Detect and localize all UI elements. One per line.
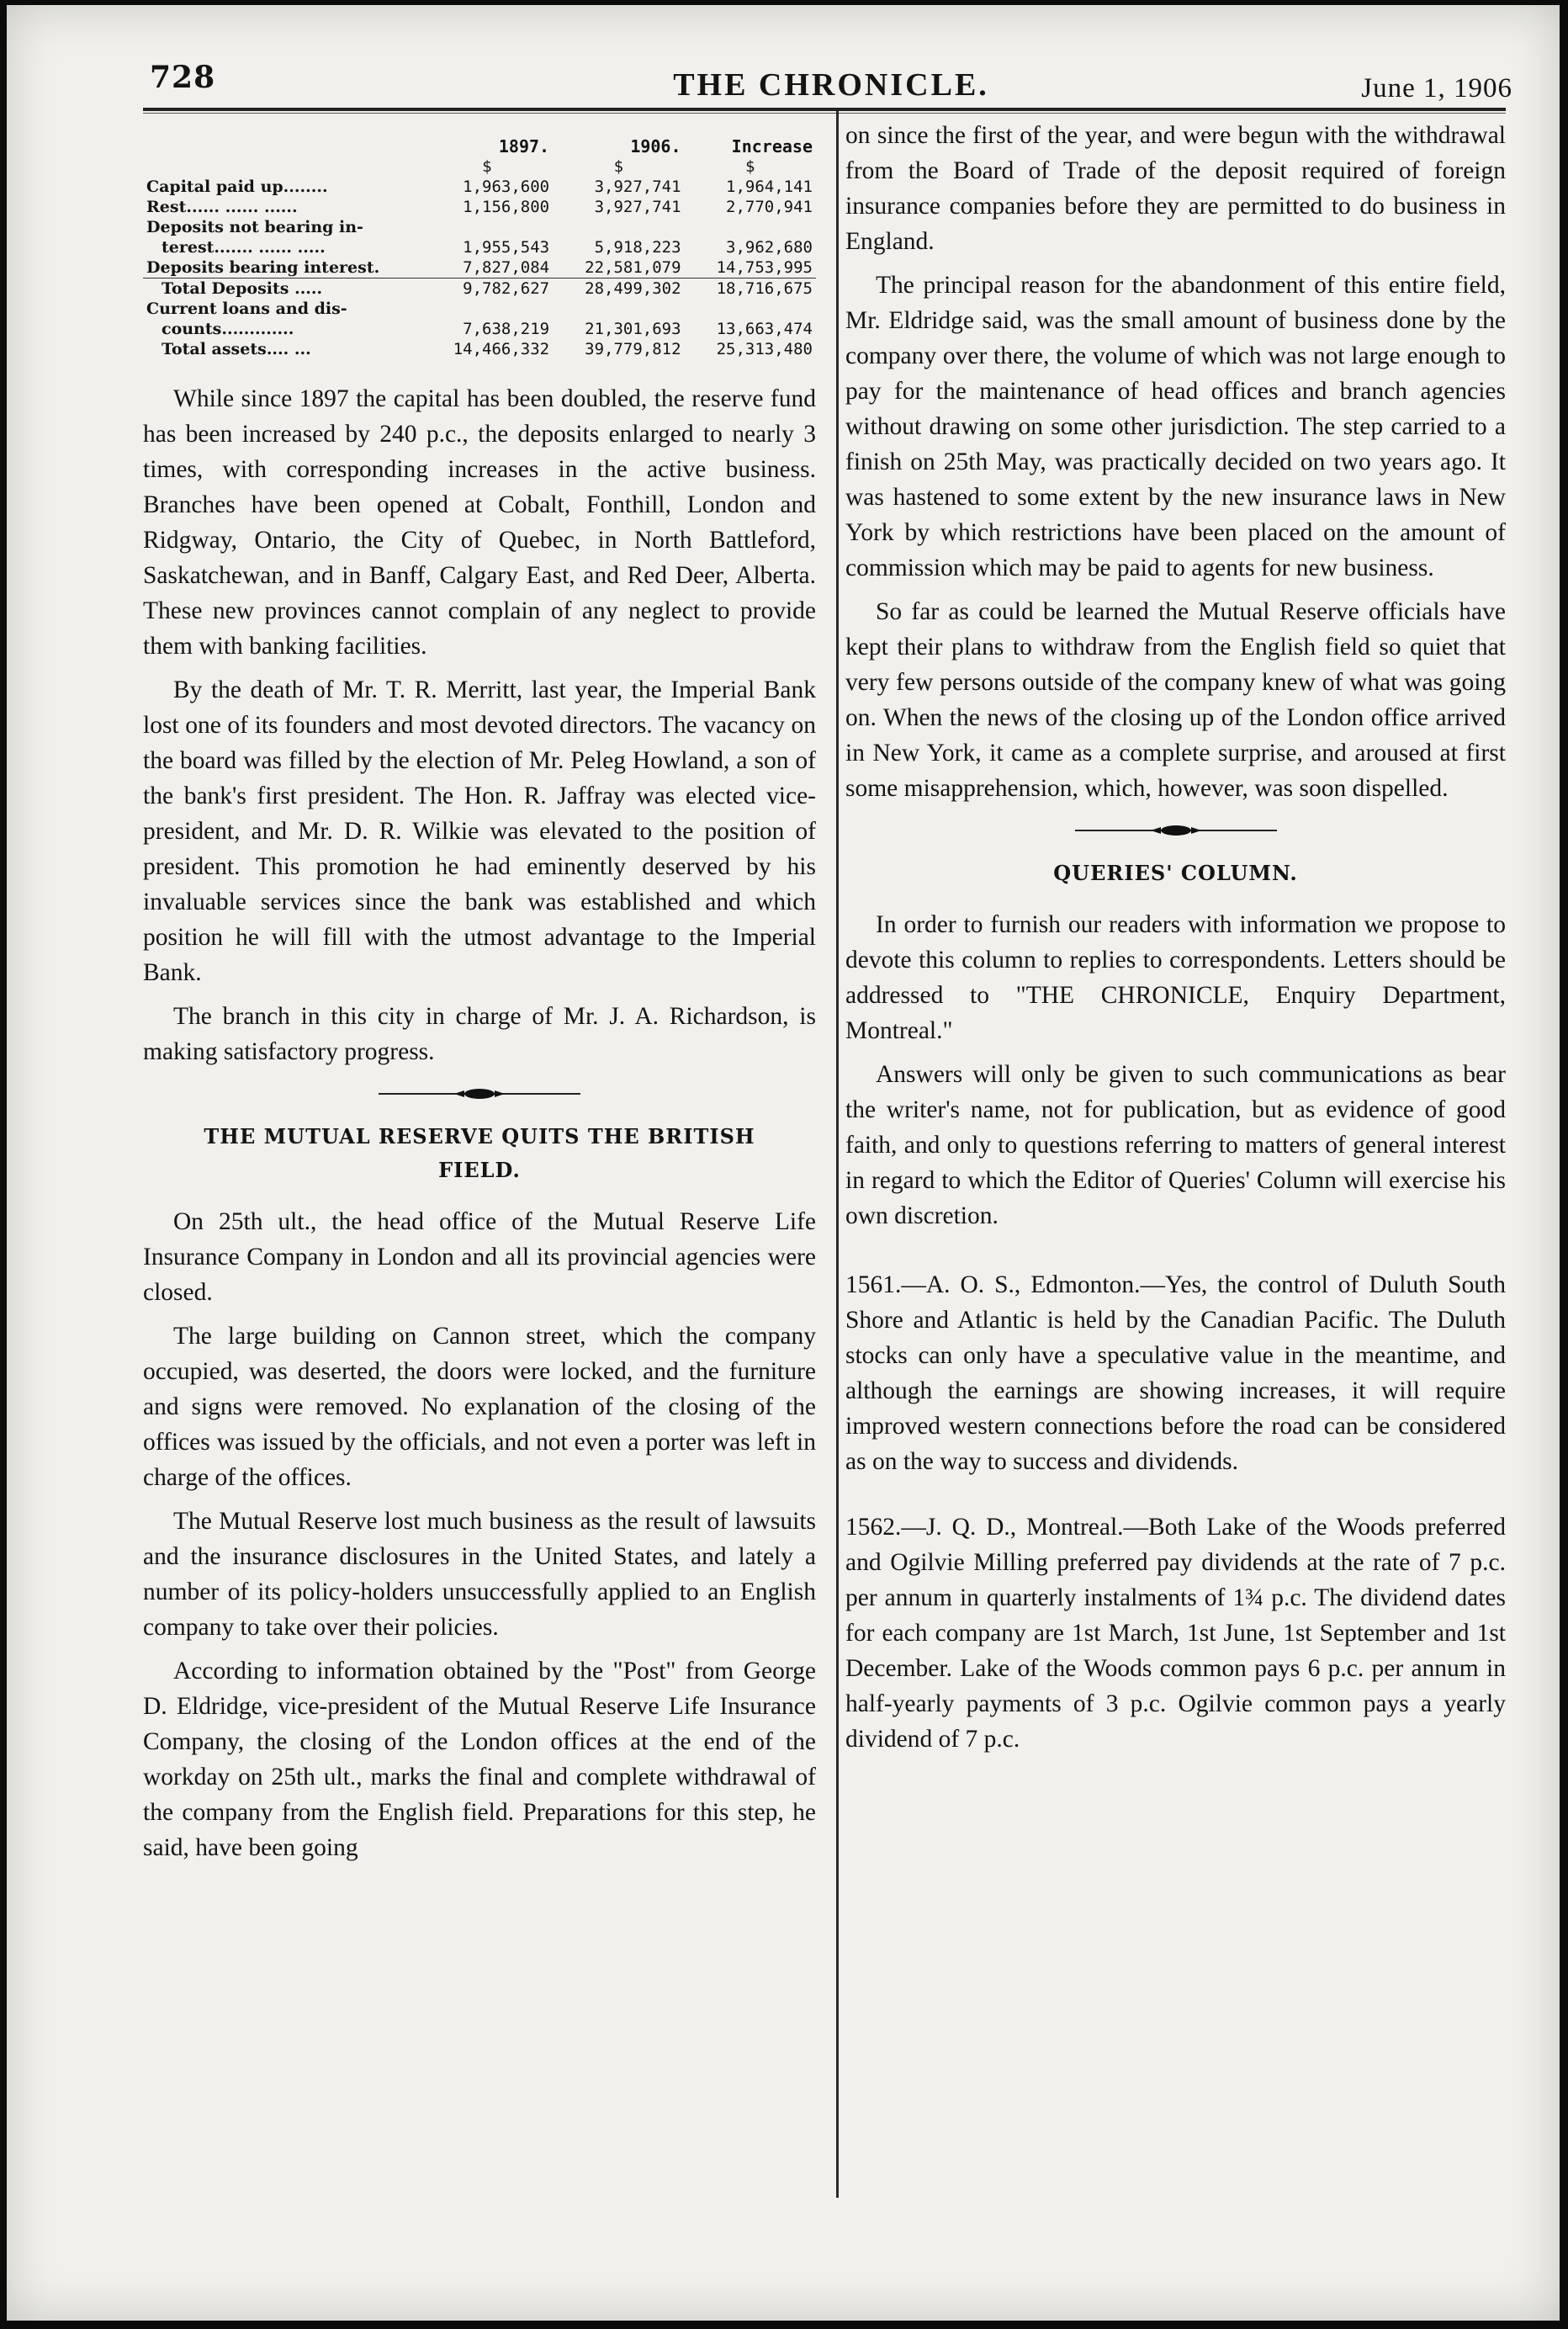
financial-table [143, 136, 816, 359]
article-paragraph: By the death of Mr. T. R. Merritt, last year, the Imperial Bank lost one of its founders and most devoted directors. The vacancy on the board was filled by the election of Mr. Peleg Howland, a son of the bank's first president. The Hon. R. Jaffray was elected vice-president, and Mr. D. R. Wilkie was elevated to the position of president. This promotion he had eminently deserved by his invaluable services since the bank was established and which position he will fill with the utmost advantage to the Imperial Bank. [143, 676, 816, 986]
value-1897 [421, 217, 553, 237]
value-1897: 14,466,332 [453, 340, 550, 358]
article-paragraph: on since the first of the year, and were begun with the withdrawal from the Board of Trade of the deposit required of foreign insurance companies before they are permitted to do business in England. [845, 122, 1506, 255]
table-row [143, 319, 816, 339]
table-currency-row [143, 157, 816, 177]
article-paragraph: The branch in this city in charge of Mr. J. A. Richardson, is making satisfactory progress. [143, 1003, 816, 1065]
row-label: Rest...... ...... ...... [146, 198, 298, 216]
col-header-increase: Increase [731, 136, 813, 157]
value-1897 [421, 299, 553, 319]
page-number: 728 [150, 60, 216, 95]
table-row [143, 339, 816, 359]
article-paragraph: The Mutual Reserve lost much business as the result of lawsuits and the insurance disclosures in the United States, and lately a number of its policy-holders unsuccessfully applied to an English company to take over their policies. [143, 1508, 816, 1641]
article-paragraph: The principal reason for the abandonment of this entire field, Mr. Eldridge said, was the small amount of business done by the company over there, the volume of which was not large enough to pay for the maintenance of head offices and branch agencies without drawing on some other jurisdiction. The step carried to a finish on 25th May, was practically decided on two years ago. It was hastened to some extent by the new insurance laws in New York by which restrictions have been placed on the amount of commission which may be paid to agents for new business. [845, 272, 1506, 581]
value-1906: 39,779,812 [585, 340, 681, 358]
row-label: counts............. [162, 320, 294, 338]
table-row [143, 279, 816, 300]
header-rule-thin [143, 113, 1506, 114]
value-increase: 13,663,474 [716, 320, 813, 338]
article-headline: THE MUTUAL RESERVE QUITS THE BRITISH FIELD. [204, 1124, 755, 1182]
value-increase: 18,716,675 [685, 279, 816, 300]
value-1906: 28,499,302 [553, 279, 684, 300]
table-row [143, 177, 816, 197]
currency-symbol: $ [613, 157, 624, 176]
value-increase: 14,753,995 [716, 258, 813, 277]
article-paragraph: On 25th ult., the head office of the Mutual Reserve Life Insurance Company in London and all its provincial agencies were closed. [143, 1208, 816, 1306]
value-increase [685, 217, 816, 237]
article-paragraph: While since 1897 the capital has been doubled, the reserve fund has been increased by 240 p.c., the deposits enlarged to nearly 3 times, with corresponding increases in the active business. Branches have been opened at Cobalt, Fonthill, London and Ridgway, Ontario, the City of Quebec, in North Battleford, Saskatchewan, and in Banff, Calgary East, and Red Deer, Alberta. These new provinces cannot complain of any neglect to provide them with banking facilities. [143, 385, 816, 660]
row-label: Capital paid up........ [146, 178, 328, 196]
queries-headline: QUERIES' COLUMN. [1053, 861, 1298, 885]
table-row [143, 197, 816, 217]
article-paragraph: In order to furnish our readers with information we propose to devote this column to replies to correspondents. Letters should be addressed to "THE CHRONICLE, Enquiry Department, Montreal." [845, 911, 1506, 1044]
query-answer-1561: 1561.—A. O. S., Edmonton.—Yes, the control of Duluth South Shore and Atlantic is held by the Canadian Pacific. The Duluth stocks can only have a speculative value in the meantime, and although the earnings are showing increases, it will require improved western connections before the road can be considered as on the way to success and dividends. [845, 1271, 1506, 1475]
ornament-divider-icon [379, 1086, 580, 1101]
col-header-1897: 1897. [498, 136, 550, 157]
value-1906 [553, 299, 684, 319]
table-row [143, 237, 816, 257]
article-paragraph: The large building on Cannon street, which the company occupied, was deserted, the doors were locked, and the furniture and signs were removed. No explanation of the closing of the offices was issued by the officials, and not even a porter was left in charge of the offices. [143, 1323, 816, 1491]
query-answer-1562: 1562.—J. Q. D., Montreal.—Both Lake of the Woods preferred and Ogilvie Milling preferred pay dividends at the rate of 7 p.c. per annum in quarterly instalments of 1¾ p.c. The dividend dates for each company are 1st March, 1st June, 1st September and 1st December. Lake of the Woods common pays 6 p.c. per annum in half-yearly payments of 3 p.c. Ogilvie common pays a yearly dividend of 7 p.c. [845, 1514, 1506, 1753]
value-1906: 22,581,079 [585, 258, 681, 277]
column-separator [836, 111, 839, 2198]
article-paragraph: According to information obtained by the "Post" from George D. Eldridge, vice-president of the Mutual Reserve Life Insurance Company, the closing of the London offices at the end of the workday on 25th ult., marks the final and complete withdrawal of the company from the English field. Preparations for this step, he said, have been going [143, 1658, 816, 1861]
row-label: Deposits not bearing in- [146, 218, 363, 236]
value-1906: 3,927,741 [594, 178, 681, 196]
page-header [150, 60, 1512, 110]
issue-date: June 1, 1906 [1361, 73, 1512, 103]
table-row [143, 299, 816, 319]
value-1897: 7,638,219 [463, 320, 550, 338]
row-label: Total Deposits ..... [143, 279, 421, 300]
header-rule [143, 108, 1506, 111]
currency-symbol: $ [482, 157, 492, 176]
value-increase: 1,964,141 [726, 178, 813, 196]
currency-symbol: $ [745, 157, 755, 176]
value-increase: 25,313,480 [716, 340, 813, 358]
masthead-title: THE CHRONICLE. [673, 67, 989, 103]
ornament-divider-icon [1075, 823, 1277, 838]
value-1906 [553, 217, 684, 237]
table-row [143, 217, 816, 237]
right-column [845, 118, 1506, 1765]
value-1897: 9,782,627 [421, 279, 553, 300]
value-1897: 1,156,800 [463, 198, 550, 216]
value-increase [685, 299, 816, 319]
row-label: Total assets.... ... [162, 340, 311, 358]
row-label: Current loans and dis- [146, 300, 347, 318]
value-1897: 1,955,543 [463, 238, 550, 257]
value-1906: 5,918,223 [594, 238, 681, 257]
value-1906: 21,301,693 [585, 320, 681, 338]
value-increase: 2,770,941 [726, 198, 813, 216]
value-1906: 3,927,741 [594, 198, 681, 216]
value-increase: 3,962,680 [726, 238, 813, 257]
value-1897: 1,963,600 [463, 178, 550, 196]
table-header-row [143, 136, 816, 157]
left-column [143, 118, 816, 1874]
col-header-1906: 1906. [630, 136, 681, 157]
article-paragraph: Answers will only be given to such communications as bear the writer's name, not for publication, but as evidence of good faith, and only to questions referring to matters of general interest in regard to which the Editor of Queries' Column will exercise his own discretion. [845, 1061, 1506, 1229]
table-row [143, 257, 816, 279]
value-1897: 7,827,084 [463, 258, 550, 277]
row-label: Deposits bearing interest. [146, 258, 380, 277]
row-label: terest....... ...... ..... [162, 238, 326, 257]
article-paragraph: So far as could be learned the Mutual Reserve officials have kept their plans to withdraw from the English field so quiet that very few persons outside of the company knew of what was going on. When the news of the closing up of the London office arrived in New York, it came as a complete surprise, and aroused at first some misapprehension, which, however, was soon dispelled. [845, 598, 1506, 802]
